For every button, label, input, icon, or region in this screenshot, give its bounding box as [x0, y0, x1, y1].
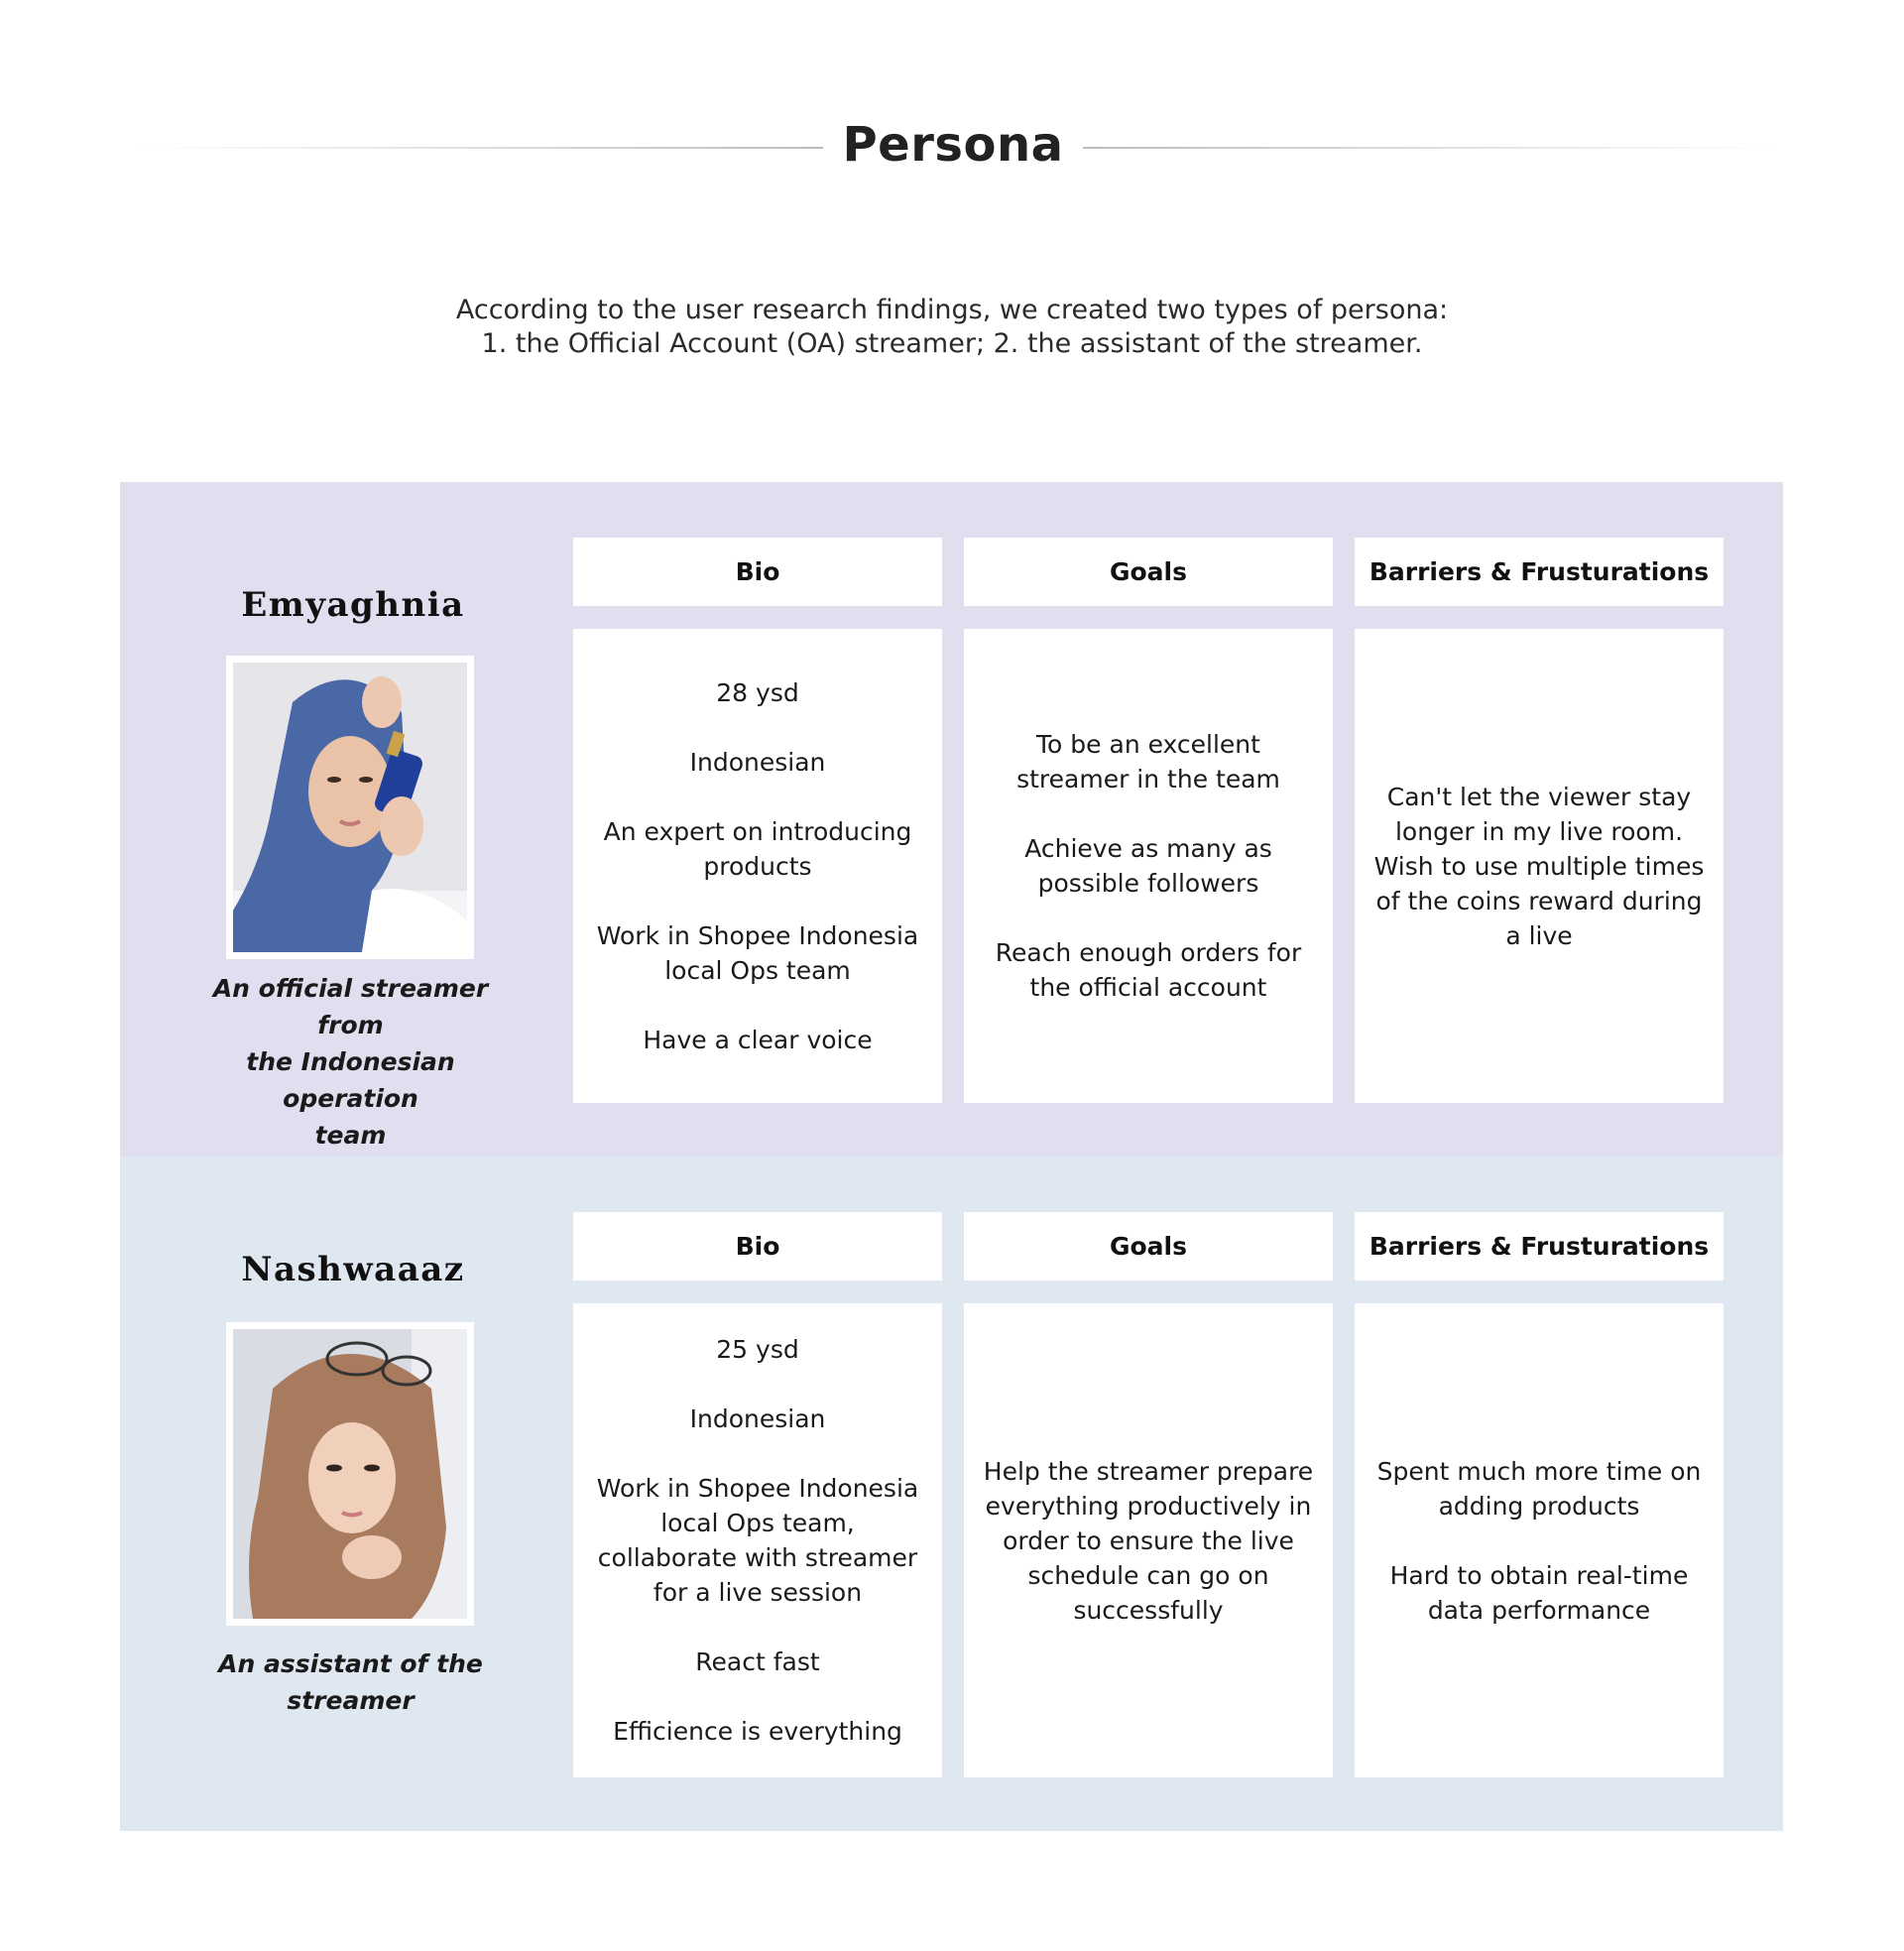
bio-item: Work in Shopee Indonesia local Ops team, collaborate with streamer for a live session	[596, 1474, 919, 1607]
bio-item: Work in Shopee Indonesia local Ops team	[596, 920, 919, 985]
bio-header: Bio	[573, 538, 942, 606]
persona-caption-line: An official streamer from	[212, 974, 489, 1039]
barriers-box	[1355, 629, 1724, 1103]
persona-caption-line: team	[314, 1121, 387, 1150]
bio-item: 28 ysd	[716, 677, 799, 707]
barriers-header: Barriers & Frusturations	[1355, 1212, 1724, 1280]
persona-photo	[226, 656, 474, 959]
barriers-header: Barriers & Frusturations	[1355, 538, 1724, 606]
persona-portrait-image	[233, 663, 467, 952]
persona-caption	[179, 1646, 522, 1719]
bio-header: Bio	[573, 1212, 942, 1280]
goal-item: To be an excellent streamer in the team	[1016, 730, 1280, 793]
goals-header: Goals	[964, 538, 1333, 606]
bio-item: Efficience is everything	[613, 1717, 902, 1746]
bio-item: React fast	[695, 1647, 820, 1676]
persona-caption-line: An assistant of the	[218, 1649, 483, 1678]
persona-caption	[179, 970, 522, 1154]
goal-item: Help the streamer prepare everything productively in order to ensure the live schedule can go on successfully	[983, 1456, 1314, 1625]
goals-box	[964, 629, 1333, 1103]
persona-caption-line: streamer	[287, 1686, 415, 1715]
persona-name: Emyaghnia	[241, 585, 465, 625]
intro-text	[357, 294, 1547, 361]
goals-header: Goals	[964, 1212, 1333, 1280]
title-divider-left	[139, 147, 823, 149]
barriers-box	[1355, 1303, 1724, 1777]
persona-portrait-image	[233, 1329, 467, 1619]
bio-item: Have a clear voice	[643, 1025, 873, 1054]
goal-item: Reach enough orders for the official account	[995, 938, 1302, 1002]
intro-line-1: According to the user research findings, we created two types of persona:	[455, 295, 1449, 325]
persona-card-emyaghnia	[120, 482, 1783, 1157]
bio-item: Indonesian	[689, 747, 826, 777]
barrier-item: Spent much more time on adding products	[1376, 1456, 1702, 1521]
persona-caption-line: the Indonesian operation	[246, 1047, 455, 1113]
intro-line-2: 1. the Official Account (OA) streamer; 2. the assistant of the streamer.	[481, 328, 1423, 359]
bio-box	[573, 1303, 942, 1777]
goal-item: Achieve as many as possible followers	[1024, 834, 1272, 898]
barrier-item: Hard to obtain real-time data performance	[1389, 1560, 1689, 1625]
bio-item: 25 ysd	[716, 1335, 799, 1364]
goals-box	[964, 1303, 1333, 1777]
bio-item: Indonesian	[689, 1404, 826, 1433]
title-divider-right	[1083, 147, 1777, 149]
persona-photo	[226, 1322, 474, 1626]
persona-card-nashwaaaz	[120, 1157, 1783, 1831]
title-row	[0, 109, 1904, 188]
barrier-item: Can't let the viewer stay longer in my live room. Wish to use multiple times of the coins reward during a live	[1373, 782, 1705, 950]
bio-item: An expert on introducing products	[603, 816, 912, 881]
persona-name: Nashwaaaz	[241, 1250, 465, 1289]
bio-box	[573, 629, 942, 1103]
page-title: Persona	[842, 117, 1064, 173]
